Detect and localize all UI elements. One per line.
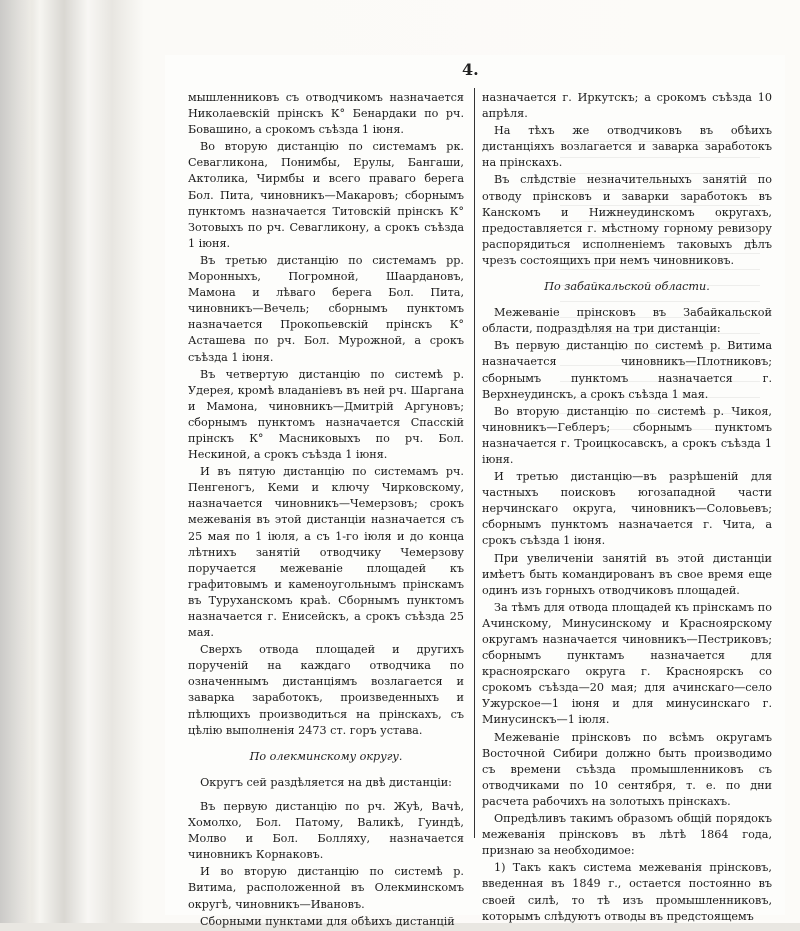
paragraph: 1) Такъ какъ система межеванія прінсковъ, введенная въ 1849 г., остается постоянно въ своей силѣ, то тѣ изъ промышленниковъ, которымъ слѣдуютъ отводы въ предстоящемъ <box>482 861 772 923</box>
paragraph: Во вторую дистанцію по системамъ рк. Севагликона, Понимбы, Ерулы, Бангаши, Актолика, Чирмбы и всего праваго берега Бол. Пита, чиновникъ—Макаровъ; сборнымъ пунктомъ назначается Титовскій прінскъ К° Зотовыхъ по рч. Севагликону, а срокъ съѣзда 1 іюня. <box>188 140 464 250</box>
page-number: 4. <box>462 60 479 79</box>
paragraph: Опредѣливъ такимъ образомъ общій порядокъ межеванія прінсковъ въ лѣтѣ 1864 года, признаю за необходимое: <box>482 812 772 858</box>
paragraph: Въ первую дистанцію по системѣ р. Витима назначается чиновникъ—Плотниковъ; сборнымъ пунктомъ назначается г. Верхнеудинскъ, а срокъ съѣзда 1 мая. <box>482 339 772 401</box>
paragraph: За тѣмъ для отвода площадей къ прінскамъ по Ачинскому, Минусинскому и Красноярскому округамъ назначается чиновникъ—Пестриковъ; сборнымъ пунктамъ назначается для красноярскаго округа г. Красноярскъ со срокомъ съѣзда—20 мая; для ачинскаго—село Ужурское—1 іюня и для минусинскаго г. Минусинскъ—1 іюля. <box>482 600 772 727</box>
paragraph: Сборными пунктами для обѣихъ дистанцій <box>200 914 455 928</box>
right-column <box>482 90 772 926</box>
section-heading: По олекминскому округу. <box>249 749 403 763</box>
paragraph: Сверхъ отвода площадей и другихъ порученій на каждаго отводчика по означеннымъ дистанціямъ возлагается и заварка заработокъ, произведенныхъ и пѣлющихъ производиться на прінскахъ, съ цѣлію выполненія 2473 ст. горъ устава. <box>188 643 464 737</box>
left-column <box>188 90 464 931</box>
paragraph: Въ слѣдствіе незначительныхъ занятій по отводу прінсковъ и заварки заработокъ въ Канскомъ и Нижнеудинскомъ округахъ, предоставляется г. мѣстному горному ревизору распорядиться исполненіемъ таковыхъ дѣлъ чрезъ состоящихъ при немъ чиновниковъ. <box>482 173 772 267</box>
paragraph: И третью дистанцію—въ разрѣшеній для частныхъ поисковъ югозападной части нерчинскаго округа, чиновникъ—Соловьевъ; сборнымъ пунктомъ назначается г. Чита, а срокъ съѣзда 1 іюня. <box>482 470 772 548</box>
paragraph: Округъ сей раздѣляется на двѣ дистанціи: <box>200 775 452 789</box>
paragraph: Въ третью дистанцію по системамъ рр. Моронныхъ, Погромной, Шаардановъ, Мамона и лѣваго берега Бол. Пита, чиновникъ—Вечель; сборнымъ пунктомъ назначается Прокопьевскій прінскъ К° Асташева по рч. Бол. Мурожной, а срокъ съѣзда 1 іюня. <box>188 253 464 364</box>
paragraph: И въ пятую дистанцію по системамъ рч. Пенгеногъ, Кеми и ключу Чирковскому, назначается чиновникъ—Чемерзовъ; срокъ межеванія въ этой дистанціи назначается съ 25 мая по 1 іюля, а съ 1-го іюля и до конца лѣтнихъ занятій отводчику Чемерзову поручается межеваніе площадей къ графитовымъ и каменоугольнымъ прінскамъ въ Туруханскомъ краѣ. Сборнымъ пунктомъ назначается г. Енисейскъ, а срокъ съѣзда 25 мая. <box>188 465 464 640</box>
paragraph: назначается г. Иркутскъ; а срокомъ съѣзда 10 апрѣля. <box>482 91 772 121</box>
paragraph: Межеваніе прінсковъ по всѣмъ округамъ Восточной Сибири должно быть производимо съ времени съѣзда промышленниковъ съ отводчиками по 10 сентября, т. е. по дни расчета рабочихъ на золотыхъ прінскахъ. <box>482 730 772 808</box>
paragraph: Во вторую дистанцію по системѣ р. Чикоя, чиновникъ—Геблеръ; сборнымъ пунктомъ назначается г. Троицкосавскъ, а срокъ съѣзда 1 іюня. <box>482 404 772 466</box>
paragraph: И во вторую дистанцію по системѣ р. Витима, расположенной въ Олекминскомъ округѣ, чиновникъ—Ивановъ. <box>188 865 464 911</box>
paragraph: Въ четвертую дистанцію по системѣ р. Удерея, кромѣ владаніевъ въ ней рч. Шаргана и Мамона, чиновникъ—Дмитрій Аргуновъ; сборнымъ пунктомъ назначается Спасскій прінскъ К° Масниковыхъ по рч. Бол. Нескиной, а срокъ съѣзда 1 іюня. <box>188 367 464 462</box>
paragraph: На тѣхъ же отводчиковъ въ обѣихъ дистанціяхъ возлагается и заварка заработокъ на прінскахъ. <box>482 124 772 170</box>
section-heading: По забайкальской области. <box>544 280 710 294</box>
column-divider <box>474 88 475 838</box>
paragraph: Въ первую дистанцію по рч. Жуѣ, Вачѣ, Хомолхо, Бол. Патому, Валикѣ, Гуиндѣ, Молво и Бол. Болляху, назначается чиновникъ Корнаковъ. <box>188 799 464 862</box>
paragraph: Межеваніе прінсковъ въ Забайкальской области, подраздѣляя на три дистанціи: <box>482 306 772 336</box>
binding-shadow <box>0 0 30 923</box>
paragraph: При увеличеніи занятій въ этой дистанціи имѣетъ быть командированъ въ свое время еще одинъ изъ горныхъ отводчиковъ площадей. <box>482 551 772 597</box>
paragraph: мышленниковъ съ отводчикомъ назначается Николаевскій прінскъ К° Бенардаки по рч. Бовашино, а срокомъ съѣзда 1 іюня. <box>188 91 464 137</box>
